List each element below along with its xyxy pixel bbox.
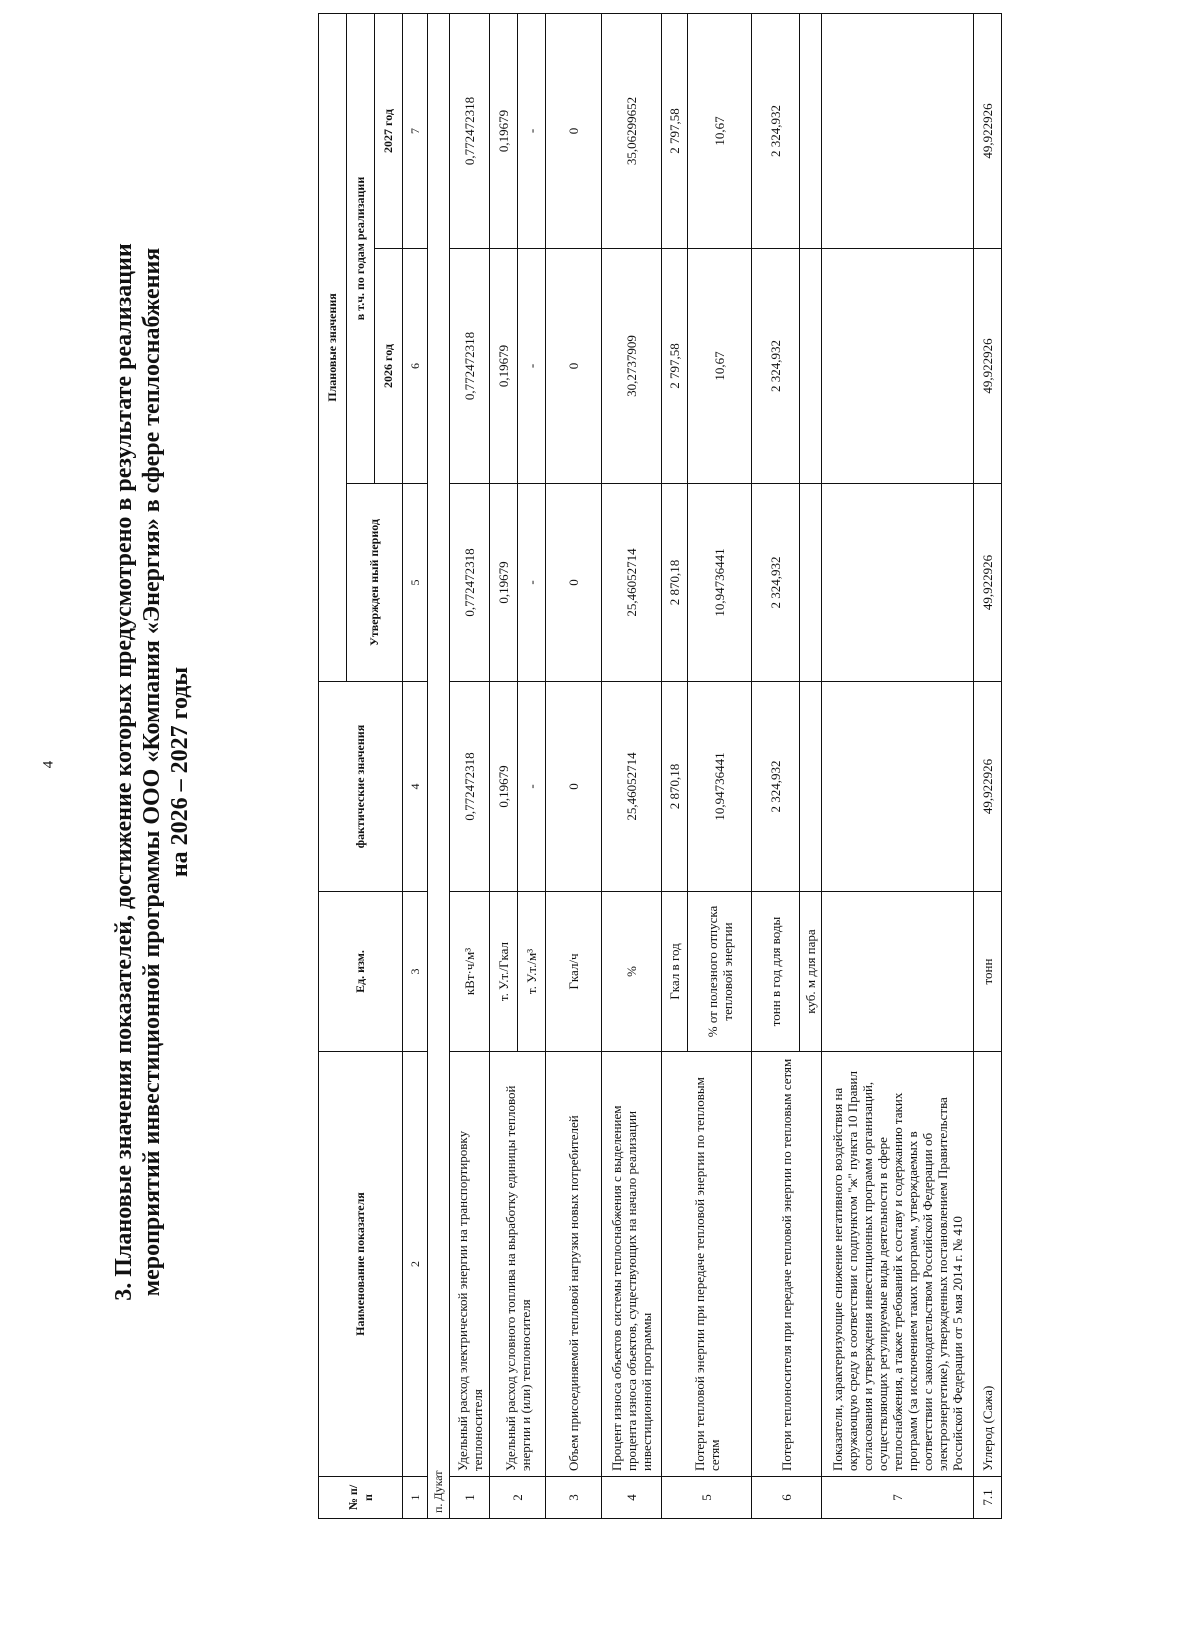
header-unit: Ед. изм. xyxy=(319,892,403,1052)
header-by-years: в т.ч. по годам реализации xyxy=(347,14,375,484)
row-2026: 2 324,932 xyxy=(752,249,800,484)
row-num: 3 xyxy=(546,1477,602,1519)
row-name: Углерод (Сажа) xyxy=(974,1052,1002,1477)
row-2027: 2 324,932 xyxy=(752,14,800,249)
row-actual: 0 xyxy=(546,682,602,892)
row-num: 7 xyxy=(822,1477,974,1519)
row-actual: 0,19679 xyxy=(490,682,518,892)
row-2027 xyxy=(800,14,822,249)
row-2027: 0 xyxy=(546,14,602,249)
row-name: Удельный расход электрической энергии на транспортировку теплоносителя xyxy=(450,1052,490,1477)
row-name: Объем присоединяемой тепловой нагрузки новых потребителей xyxy=(546,1052,602,1477)
row-actual: 2 324,932 xyxy=(752,682,800,892)
table-row xyxy=(490,14,518,1519)
header-2026: 2026 год xyxy=(375,249,403,484)
indicators-table xyxy=(318,13,1002,1519)
row-2027: 35,06299652 xyxy=(602,14,662,249)
row-unit: % xyxy=(602,892,662,1052)
row-unit: т. У.т./Гкал xyxy=(490,892,518,1052)
row-unit xyxy=(822,892,974,1052)
row-unit: куб. м для пара xyxy=(800,892,822,1052)
row-2027: 0,19679 xyxy=(490,14,518,249)
table-row xyxy=(450,14,490,1519)
row-actual xyxy=(800,682,822,892)
header-actual: фактические значения xyxy=(319,682,403,892)
row-actual: 0,772472318 xyxy=(450,682,490,892)
row-2027: 10,67 xyxy=(688,14,752,249)
row-approved xyxy=(822,484,974,682)
row-approved: 0 xyxy=(546,484,602,682)
row-unit: тонн xyxy=(974,892,1002,1052)
row-2026 xyxy=(822,249,974,484)
row-2026: 0 xyxy=(546,249,602,484)
header-num: № п/п xyxy=(319,1477,403,1519)
row-2027: - xyxy=(518,14,546,249)
row-num: 7.1 xyxy=(974,1477,1002,1519)
row-num: 1 xyxy=(450,1477,490,1519)
row-2027: 2 797,58 xyxy=(662,14,688,249)
row-actual: 2 870,18 xyxy=(662,682,688,892)
row-unit: Гкал/ч xyxy=(546,892,602,1052)
table-row xyxy=(822,14,974,1519)
column-number: 2 xyxy=(403,1052,428,1477)
row-approved: 10,94736441 xyxy=(688,484,752,682)
row-num: 6 xyxy=(752,1477,822,1519)
row-approved: - xyxy=(518,484,546,682)
table-row xyxy=(662,14,688,1519)
title-line-2: мероприятий инвестиционной программы ООО «Компания «Энергия» в сфере теплоснабжения xyxy=(139,247,165,1297)
column-number: 4 xyxy=(403,682,428,892)
column-number: 5 xyxy=(403,484,428,682)
page-number: 4 xyxy=(40,760,57,769)
row-approved: 25,46052714 xyxy=(602,484,662,682)
row-actual xyxy=(822,682,974,892)
column-number: 1 xyxy=(403,1477,428,1519)
row-2027: 0,772472318 xyxy=(450,14,490,249)
row-name: Потери теплоносителя при передаче тепловой энергии по тепловым сетям xyxy=(752,1052,822,1477)
table-row xyxy=(752,14,800,1519)
row-num: 4 xyxy=(602,1477,662,1519)
row-2026: - xyxy=(518,249,546,484)
row-num: 5 xyxy=(662,1477,752,1519)
page-title xyxy=(110,107,194,1437)
row-name: Потери тепловой энергии при передаче тепловой энергии по тепловым сетям xyxy=(662,1052,752,1477)
row-approved: 2 324,932 xyxy=(752,484,800,682)
row-2026: 2 797,58 xyxy=(662,249,688,484)
row-2026 xyxy=(800,249,822,484)
row-actual: 49,922926 xyxy=(974,682,1002,892)
row-approved xyxy=(800,484,822,682)
table-row xyxy=(974,14,1002,1519)
row-unit: % от полезного отпуска тепловой энергии xyxy=(688,892,752,1052)
section-label: п. Дукат xyxy=(428,14,450,1519)
table-row xyxy=(602,14,662,1519)
row-actual: - xyxy=(518,682,546,892)
row-actual: 10,94736441 xyxy=(688,682,752,892)
row-approved: 0,772472318 xyxy=(450,484,490,682)
row-unit: Гкал в год xyxy=(662,892,688,1052)
header-planned: Плановые значения xyxy=(319,14,347,682)
row-2027: 49,922926 xyxy=(974,14,1002,249)
row-approved: 0,19679 xyxy=(490,484,518,682)
row-name: Показатели, характеризующие снижение негативного воздействия на окружающую среду в соответствии с подпунктом "ж" пункта 10 Правил согласования и утверждения инвестиционных программ организаций, осуществляющих регулируемые виды деятельности в сфере теплоснабжения, а также требований к составу и содержанию таких программ (за исключением таких программ, утверждаемых в соответствии с законодательством Российской Федерации об электроэнергетике), утвержденных постановлением Правительства Российской Федерации от 5 мая 2014 г. № 410 xyxy=(822,1052,974,1477)
header-2027: 2027 год xyxy=(375,14,403,249)
row-approved: 49,922926 xyxy=(974,484,1002,682)
row-2026: 30,2737909 xyxy=(602,249,662,484)
column-number: 3 xyxy=(403,892,428,1052)
row-num: 2 xyxy=(490,1477,546,1519)
row-approved: 2 870,18 xyxy=(662,484,688,682)
header-name: Наименование показателя xyxy=(319,1052,403,1477)
row-actual: 25,46052714 xyxy=(602,682,662,892)
title-line-3: на 2026 – 2027 годы xyxy=(167,666,193,878)
row-name: Процент износа объектов системы теплоснабжения с выделением процента износа объектов, существующих на начало реализации инвестиционной программы xyxy=(602,1052,662,1477)
row-unit: тонн в год для воды xyxy=(752,892,800,1052)
column-number: 7 xyxy=(403,14,428,249)
row-unit: кВт·ч/м³ xyxy=(450,892,490,1052)
row-2026: 0,772472318 xyxy=(450,249,490,484)
header-approved: Утвержден ный период xyxy=(347,484,403,682)
row-2027 xyxy=(822,14,974,249)
row-2026: 49,922926 xyxy=(974,249,1002,484)
title-line-1: 3. Плановые значения показателей, достижение которых предусмотрено в результате реализации xyxy=(111,243,137,1301)
row-2026: 10,67 xyxy=(688,249,752,484)
row-unit: т. У.т./м³ xyxy=(518,892,546,1052)
row-name: Удельный расход условного топлива на выработку единицы тепловой энергии и (или) теплоносителя xyxy=(490,1052,546,1477)
table-row xyxy=(546,14,602,1519)
column-number: 6 xyxy=(403,249,428,484)
row-2026: 0,19679 xyxy=(490,249,518,484)
